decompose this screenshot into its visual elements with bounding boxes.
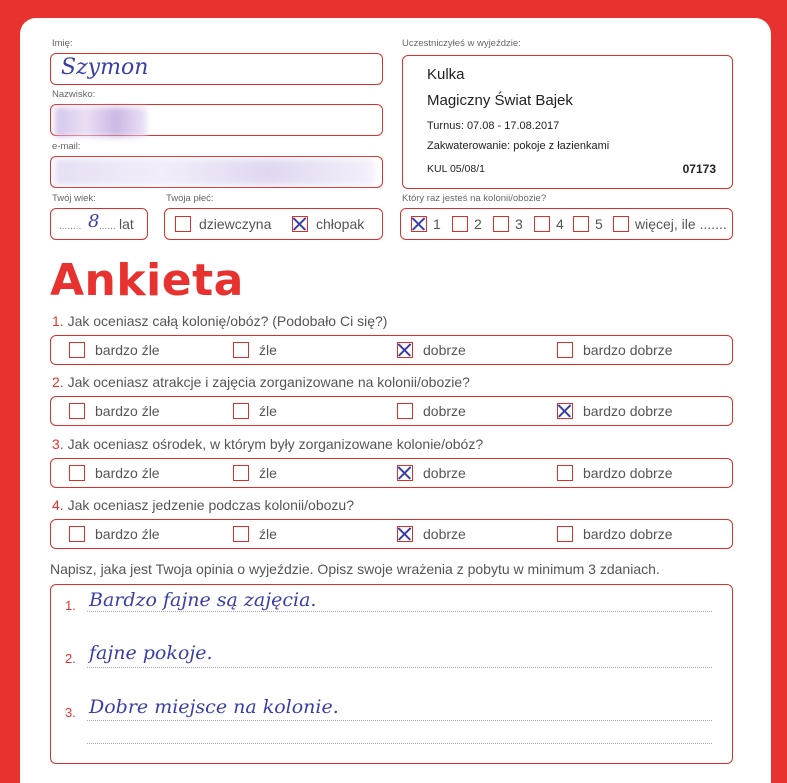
answer-option-label: bardzo dobrze (583, 342, 673, 358)
question-number: 4. (52, 497, 64, 513)
answer-checkbox[interactable] (557, 403, 573, 419)
visits-option-4: 4 (556, 216, 564, 232)
question-text: Jak oceniasz jedzenie podczas kolonii/obozu? (67, 497, 354, 513)
question-text: Jak oceniasz atrakcje i zajęcia zorganizowane na kolonii/obozie? (67, 374, 470, 390)
answer-checkbox[interactable] (69, 526, 85, 542)
wiek-dots-right: ...... (99, 221, 116, 232)
plec-option-dziewczyna: dziewczyna (199, 216, 272, 232)
question-text: Jak oceniasz ośrodek, w którym były zorganizowane kolonie/obóz? (67, 436, 484, 452)
visits-checkbox-5[interactable] (573, 216, 589, 232)
question-number: 1. (52, 313, 64, 329)
question-1 (52, 313, 387, 329)
answer-row-2 (50, 396, 733, 426)
question-text: Jak oceniasz całą kolonię/obóz? (Podobało Ci się?) (67, 313, 388, 329)
essay-num-1: 1. (65, 598, 76, 613)
answer-checkbox[interactable] (233, 342, 249, 358)
plec-checkbox-chlopak[interactable] (292, 216, 308, 232)
visits-checkbox-1[interactable] (411, 216, 427, 232)
answer-option-label: bardzo dobrze (583, 526, 673, 542)
visits-option-more: więcej, ile ....... (635, 216, 727, 232)
question-4 (52, 497, 354, 513)
plec-checkbox-dziewczyna[interactable] (175, 216, 191, 232)
redacted-surname (55, 107, 147, 137)
visits-checkbox-2[interactable] (452, 216, 468, 232)
redacted-email (55, 159, 375, 185)
answer-checkbox[interactable] (69, 465, 85, 481)
visits-option-1: 1 (433, 216, 441, 232)
essay-box[interactable] (50, 584, 733, 764)
visits-label: Który raz jesteś na kolonii/obozie? (402, 193, 547, 204)
wiek-value: 8 (88, 211, 100, 232)
wiek-dots-left: ........ (59, 221, 82, 232)
answer-checkbox[interactable] (557, 526, 573, 542)
question-number: 3. (52, 436, 64, 452)
essay-num-2: 2. (65, 651, 76, 666)
ticket-code: KUL 05/08/1 (427, 163, 485, 175)
answer-option-label: bardzo źle (95, 342, 160, 358)
nazwisko-label: Nazwisko: (52, 89, 96, 100)
wiek-label: Twój wiek: (52, 193, 96, 204)
imie-field[interactable] (50, 53, 383, 85)
essay-rule-1 (87, 611, 712, 612)
answer-checkbox[interactable] (69, 403, 85, 419)
answer-option-label: dobrze (423, 403, 466, 419)
question-2 (52, 374, 470, 390)
essay-num-3: 3. (65, 705, 76, 720)
essay-prompt: Napisz, jaka jest Twoja opinia o wyjeździe. Opisz swoje wrażenia z pobytu w minimum 3 zdaniach. (50, 561, 660, 577)
essay-line-3: Dobre miejsce na kolonie. (89, 696, 339, 718)
question-number: 2. (52, 374, 64, 390)
answer-option-label: dobrze (423, 465, 466, 481)
visits-checkbox-3[interactable] (493, 216, 509, 232)
answer-row-1 (50, 335, 733, 365)
question-3 (52, 436, 483, 452)
answer-option-label: źle (259, 526, 277, 542)
answer-checkbox[interactable] (397, 465, 413, 481)
ticket-program: Magiczny Świat Bajek (427, 92, 573, 109)
wiek-field[interactable] (50, 208, 148, 240)
plec-label: Twoja płeć: (166, 193, 214, 204)
imie-label: Imię: (52, 38, 73, 49)
visits-checkbox-more[interactable] (613, 216, 629, 232)
answer-option-label: źle (259, 342, 277, 358)
plec-field (164, 208, 383, 240)
answer-checkbox[interactable] (557, 465, 573, 481)
trip-ticket (402, 55, 733, 189)
essay-rule-4 (87, 743, 712, 744)
answer-option-label: bardzo dobrze (583, 465, 673, 481)
visits-field (400, 208, 733, 240)
answer-option-label: dobrze (423, 526, 466, 542)
visits-option-5: 5 (595, 216, 603, 232)
nazwisko-field[interactable] (50, 104, 383, 136)
answer-checkbox[interactable] (557, 342, 573, 358)
answer-option-label: bardzo źle (95, 526, 160, 542)
essay-rule-3 (87, 720, 712, 721)
visits-option-3: 3 (515, 216, 523, 232)
email-label: e-mail: (52, 141, 81, 152)
answer-option-label: źle (259, 465, 277, 481)
essay-line-1: Bardzo fajne są zajęcia. (89, 589, 317, 611)
answer-option-label: bardzo źle (95, 465, 160, 481)
ticket-turnus: Turnus: 07.08 - 17.08.2017 (427, 120, 560, 132)
answer-checkbox[interactable] (397, 342, 413, 358)
essay-line-2: fajne pokoje. (89, 642, 213, 664)
answer-checkbox[interactable] (69, 342, 85, 358)
survey-title: Ankieta (50, 255, 244, 306)
answer-checkbox[interactable] (397, 526, 413, 542)
visits-option-2: 2 (474, 216, 482, 232)
answer-checkbox[interactable] (233, 403, 249, 419)
answer-row-4 (50, 519, 733, 549)
answer-row-3 (50, 458, 733, 488)
ticket-accommodation: Zakwaterowanie: pokoje z łazienkami (427, 140, 610, 152)
ticket-number: 07173 (682, 162, 716, 176)
ticket-label: Uczestniczyłeś w wyjeździe: (402, 38, 521, 49)
answer-option-label: dobrze (423, 342, 466, 358)
answer-checkbox[interactable] (233, 526, 249, 542)
wiek-unit: lat (119, 216, 134, 232)
imie-value: Szymon (61, 55, 149, 80)
answer-option-label: bardzo źle (95, 403, 160, 419)
answer-option-label: źle (259, 403, 277, 419)
essay-rule-2 (87, 667, 712, 668)
email-field[interactable] (50, 156, 383, 188)
ticket-name: Kulka (427, 66, 465, 83)
answer-checkbox[interactable] (397, 403, 413, 419)
answer-checkbox[interactable] (233, 465, 249, 481)
answer-option-label: bardzo dobrze (583, 403, 673, 419)
visits-checkbox-4[interactable] (534, 216, 550, 232)
plec-option-chlopak: chłopak (316, 216, 365, 232)
